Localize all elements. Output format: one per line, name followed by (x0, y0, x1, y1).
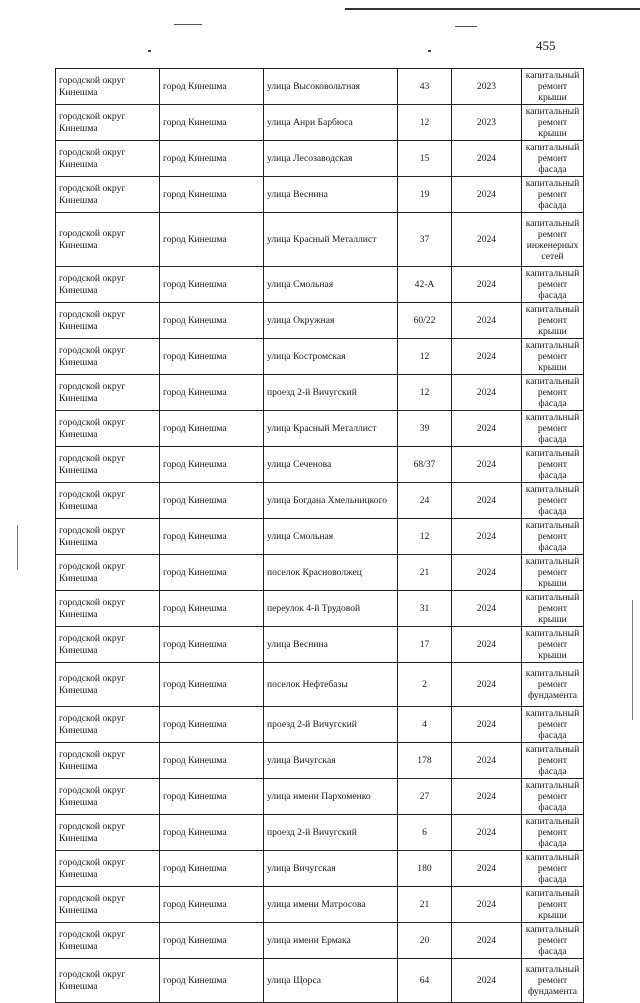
house-number-cell: 12 (398, 105, 452, 141)
work-type-cell: капитальный ремонт фасада (522, 177, 584, 213)
scan-top-rule (345, 8, 640, 10)
table-row (56, 923, 584, 959)
district-cell: городской округ Кинешма (56, 779, 160, 815)
street-cell: улица Сеченова (264, 447, 398, 483)
year-cell: 2024 (452, 663, 522, 707)
city-cell: город Кинешма (160, 591, 264, 627)
work-type-cell: капитальный ремонт инженерных сетей (522, 213, 584, 267)
scan-speck (428, 50, 431, 52)
scan-speck (148, 50, 151, 52)
year-cell: 2024 (452, 303, 522, 339)
work-type-cell: капитальный ремонт фасада (522, 411, 584, 447)
table-row (56, 303, 584, 339)
work-type-cell: капитальный ремонт фасада (522, 447, 584, 483)
house-number-cell: 68/37 (398, 447, 452, 483)
year-cell: 2024 (452, 375, 522, 411)
year-cell: 2024 (452, 779, 522, 815)
table-row (56, 267, 584, 303)
street-cell: улица имени Матросова (264, 887, 398, 923)
table-row (56, 69, 584, 105)
work-type-cell: капитальный ремонт фасада (522, 815, 584, 851)
work-type-cell: капитальный ремонт фасада (522, 743, 584, 779)
street-cell: улица Окружная (264, 303, 398, 339)
city-cell: город Кинешма (160, 707, 264, 743)
city-cell: город Кинешма (160, 411, 264, 447)
table-row (56, 411, 584, 447)
table-row (56, 447, 584, 483)
house-number-cell: 37 (398, 213, 452, 267)
house-number-cell: 21 (398, 887, 452, 923)
street-cell: улица Высоковольтная (264, 69, 398, 105)
street-cell: улица Веснина (264, 177, 398, 213)
house-number-cell: 12 (398, 339, 452, 375)
table-row (56, 339, 584, 375)
street-cell: улица Красный Металлист (264, 213, 398, 267)
work-type-cell: капитальный ремонт крыши (522, 887, 584, 923)
year-cell: 2024 (452, 743, 522, 779)
year-cell: 2024 (452, 555, 522, 591)
city-cell: город Кинешма (160, 851, 264, 887)
table-row (56, 213, 584, 267)
street-cell: улица Щорса (264, 959, 398, 1003)
street-cell: проезд 2-й Вичугский (264, 707, 398, 743)
city-cell: город Кинешма (160, 69, 264, 105)
district-cell: городской округ Кинешма (56, 591, 160, 627)
street-cell: улица Красный Металлист (264, 411, 398, 447)
street-cell: поселок Нефтебазы (264, 663, 398, 707)
house-number-cell: 12 (398, 519, 452, 555)
street-cell: проезд 2-й Вичугский (264, 375, 398, 411)
work-type-cell: капитальный ремонт крыши (522, 627, 584, 663)
work-type-cell: капитальный ремонт крыши (522, 555, 584, 591)
city-cell: город Кинешма (160, 447, 264, 483)
district-cell: городской округ Кинешма (56, 483, 160, 519)
work-type-cell: капитальный ремонт фасада (522, 519, 584, 555)
district-cell: городской округ Кинешма (56, 303, 160, 339)
table-row (56, 375, 584, 411)
year-cell: 2024 (452, 267, 522, 303)
scan-mark (455, 26, 477, 27)
table-row (56, 591, 584, 627)
house-number-cell: 180 (398, 851, 452, 887)
house-number-cell: 17 (398, 627, 452, 663)
work-type-cell: капитальный ремонт крыши (522, 105, 584, 141)
table-row (56, 707, 584, 743)
street-cell: улица Вичугская (264, 743, 398, 779)
city-cell: город Кинешма (160, 141, 264, 177)
city-cell: город Кинешма (160, 779, 264, 815)
house-number-cell: 4 (398, 707, 452, 743)
year-cell: 2024 (452, 815, 522, 851)
table-row (56, 483, 584, 519)
table-row (56, 555, 584, 591)
year-cell: 2024 (452, 627, 522, 663)
year-cell: 2024 (452, 447, 522, 483)
house-number-cell: 21 (398, 555, 452, 591)
work-type-cell: капитальный ремонт фасада (522, 267, 584, 303)
house-number-cell: 178 (398, 743, 452, 779)
street-cell: улица Богдана Хмельницкого (264, 483, 398, 519)
street-cell: поселок Красноволжец (264, 555, 398, 591)
district-cell: городской округ Кинешма (56, 959, 160, 1003)
work-type-cell: капитальный ремонт фундамента (522, 663, 584, 707)
table-row (56, 815, 584, 851)
city-cell: город Кинешма (160, 959, 264, 1003)
year-cell: 2024 (452, 707, 522, 743)
house-number-cell: 24 (398, 483, 452, 519)
year-cell: 2023 (452, 105, 522, 141)
street-cell: улица Смольная (264, 267, 398, 303)
street-cell: улица Лесозаводская (264, 141, 398, 177)
repair-registry-table (55, 68, 584, 1003)
page-number: 455 (536, 38, 556, 53)
house-number-cell: 27 (398, 779, 452, 815)
city-cell: город Кинешма (160, 483, 264, 519)
city-cell: город Кинешма (160, 375, 264, 411)
district-cell: городской округ Кинешма (56, 923, 160, 959)
city-cell: город Кинешма (160, 267, 264, 303)
street-cell: улица имени Пархоменко (264, 779, 398, 815)
work-type-cell: капитальный ремонт крыши (522, 69, 584, 105)
district-cell: городской округ Кинешма (56, 555, 160, 591)
work-type-cell: капитальный ремонт крыши (522, 591, 584, 627)
work-type-cell: капитальный ремонт фасада (522, 707, 584, 743)
district-cell: городской округ Кинешма (56, 375, 160, 411)
street-cell: улица Смольная (264, 519, 398, 555)
table-row (56, 519, 584, 555)
table-row (56, 177, 584, 213)
year-cell: 2024 (452, 483, 522, 519)
year-cell: 2024 (452, 519, 522, 555)
house-number-cell: 42-А (398, 267, 452, 303)
district-cell: городской округ Кинешма (56, 267, 160, 303)
work-type-cell: капитальный ремонт фасада (522, 375, 584, 411)
city-cell: город Кинешма (160, 743, 264, 779)
work-type-cell: капитальный ремонт фасада (522, 779, 584, 815)
table-row (56, 663, 584, 707)
street-cell: проезд 2-й Вичугский (264, 815, 398, 851)
work-type-cell: капитальный ремонт фасада (522, 141, 584, 177)
district-cell: городской округ Кинешма (56, 411, 160, 447)
district-cell: городской округ Кинешма (56, 743, 160, 779)
city-cell: город Кинешма (160, 923, 264, 959)
table-row (56, 851, 584, 887)
district-cell: городской округ Кинешма (56, 177, 160, 213)
house-number-cell: 12 (398, 375, 452, 411)
city-cell: город Кинешма (160, 887, 264, 923)
district-cell: городской округ Кинешма (56, 887, 160, 923)
scan-margin-mark (17, 525, 18, 570)
district-cell: городской округ Кинешма (56, 69, 160, 105)
city-cell: город Кинешма (160, 177, 264, 213)
city-cell: город Кинешма (160, 339, 264, 375)
district-cell: городской округ Кинешма (56, 815, 160, 851)
house-number-cell: 43 (398, 69, 452, 105)
city-cell: город Кинешма (160, 519, 264, 555)
year-cell: 2024 (452, 141, 522, 177)
street-cell: улица Костромская (264, 339, 398, 375)
city-cell: город Кинешма (160, 555, 264, 591)
work-type-cell: капитальный ремонт крыши (522, 303, 584, 339)
district-cell: городской округ Кинешма (56, 105, 160, 141)
work-type-cell: капитальный ремонт фасада (522, 483, 584, 519)
work-type-cell: капитальный ремонт фасада (522, 851, 584, 887)
city-cell: город Кинешма (160, 303, 264, 339)
district-cell: городской округ Кинешма (56, 663, 160, 707)
district-cell: городской округ Кинешма (56, 851, 160, 887)
year-cell: 2024 (452, 177, 522, 213)
year-cell: 2024 (452, 923, 522, 959)
table-row (56, 779, 584, 815)
scan-margin-mark (632, 600, 633, 720)
district-cell: городской округ Кинешма (56, 213, 160, 267)
street-cell: улица Анри Барбюса (264, 105, 398, 141)
table-row (56, 743, 584, 779)
work-type-cell: капитальный ремонт крыши (522, 339, 584, 375)
street-cell: улица Вичугская (264, 851, 398, 887)
city-cell: город Кинешма (160, 815, 264, 851)
work-type-cell: капитальный ремонт фундамента (522, 959, 584, 1003)
table-row (56, 141, 584, 177)
city-cell: город Кинешма (160, 105, 264, 141)
house-number-cell: 60/22 (398, 303, 452, 339)
year-cell: 2024 (452, 411, 522, 447)
year-cell: 2024 (452, 959, 522, 1003)
house-number-cell: 19 (398, 177, 452, 213)
table-row (56, 627, 584, 663)
house-number-cell: 15 (398, 141, 452, 177)
year-cell: 2024 (452, 339, 522, 375)
district-cell: городской округ Кинешма (56, 707, 160, 743)
year-cell: 2023 (452, 69, 522, 105)
registry-body (56, 69, 584, 1003)
table-row (56, 105, 584, 141)
district-cell: городской округ Кинешма (56, 627, 160, 663)
house-number-cell: 64 (398, 959, 452, 1003)
city-cell: город Кинешма (160, 213, 264, 267)
house-number-cell: 31 (398, 591, 452, 627)
year-cell: 2024 (452, 591, 522, 627)
street-cell: улица Веснина (264, 627, 398, 663)
year-cell: 2024 (452, 851, 522, 887)
house-number-cell: 20 (398, 923, 452, 959)
street-cell: улица имени Ермака (264, 923, 398, 959)
district-cell: городской округ Кинешма (56, 339, 160, 375)
year-cell: 2024 (452, 213, 522, 267)
city-cell: город Кинешма (160, 663, 264, 707)
work-type-cell: капитальный ремонт фасада (522, 923, 584, 959)
house-number-cell: 39 (398, 411, 452, 447)
scan-mark (174, 24, 202, 25)
house-number-cell: 2 (398, 663, 452, 707)
table-row (56, 959, 584, 1003)
year-cell: 2024 (452, 887, 522, 923)
city-cell: город Кинешма (160, 627, 264, 663)
house-number-cell: 6 (398, 815, 452, 851)
district-cell: городской округ Кинешма (56, 519, 160, 555)
district-cell: городской округ Кинешма (56, 141, 160, 177)
district-cell: городской округ Кинешма (56, 447, 160, 483)
street-cell: переулок 4-й Трудовой (264, 591, 398, 627)
